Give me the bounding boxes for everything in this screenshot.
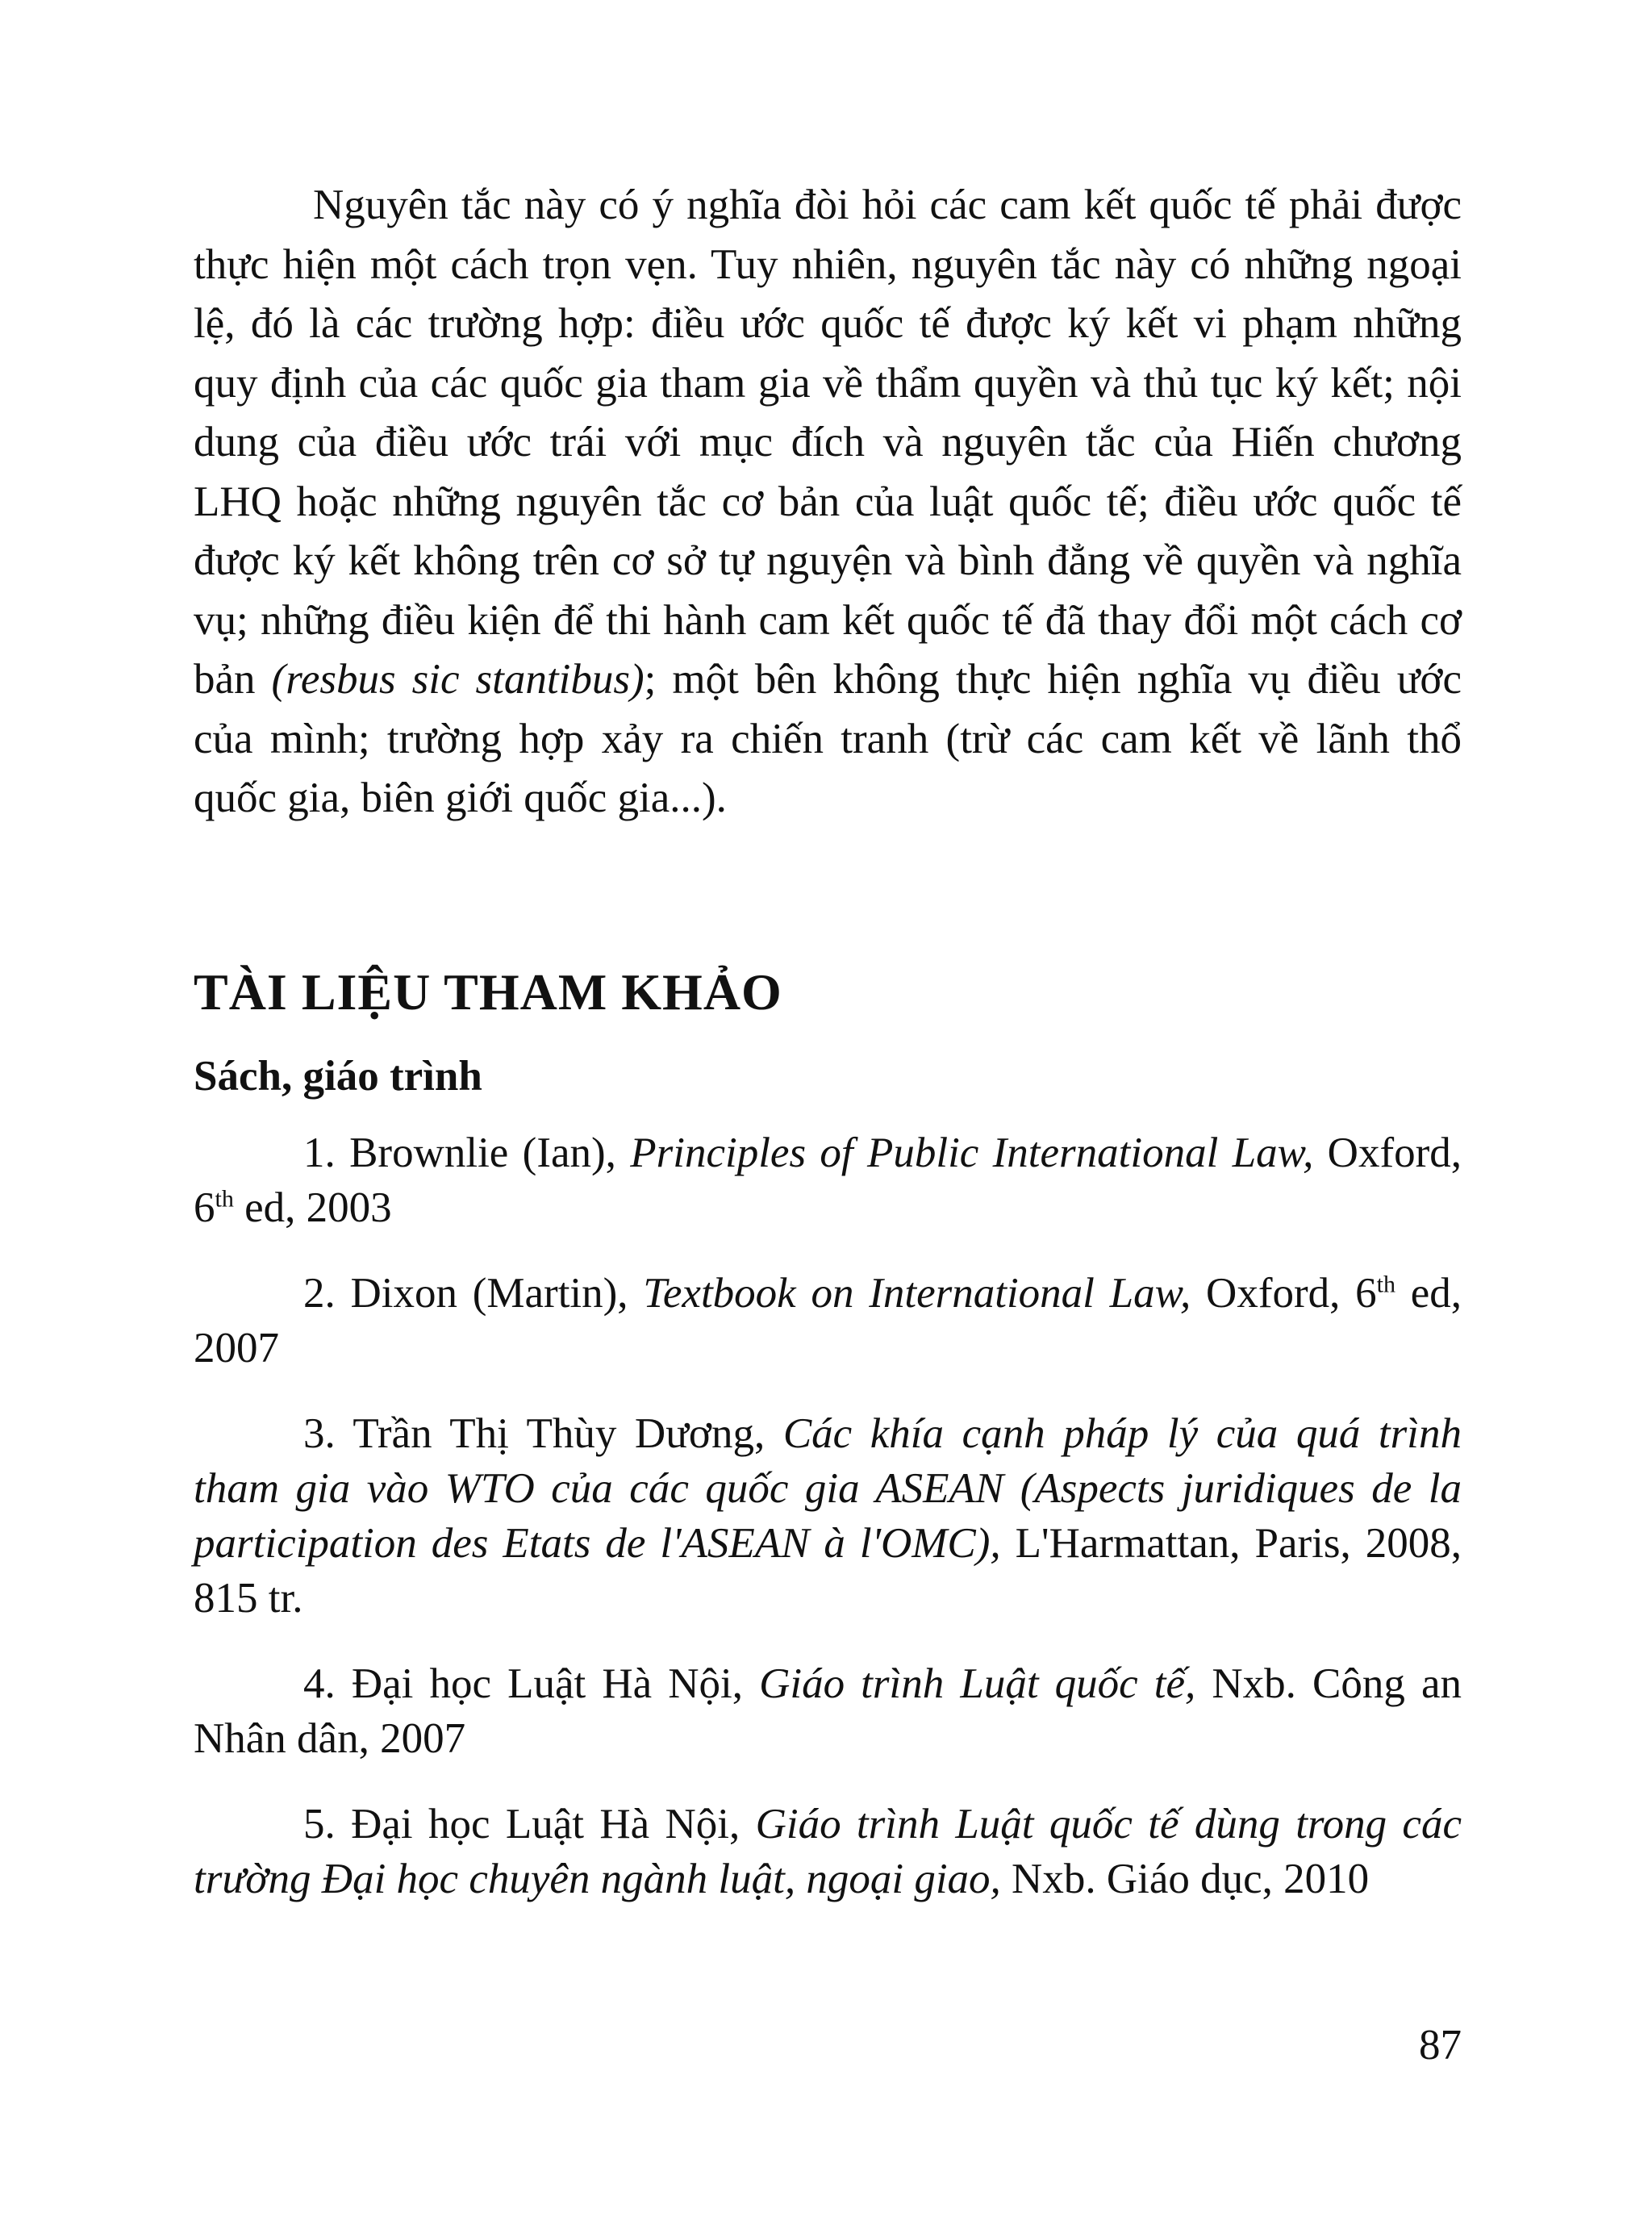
ref-title: Giáo trình Luật quốc tế dùng trong các trường Đại học chuyên ngành luật, ngoại giao, bbox=[194, 1801, 1462, 1902]
paragraph-text: Nguyên tắc này có ý nghĩa đòi hỏi các cam kết quốc tế phải được thực hiện một cách trọn vẹn. Tuy nhiên, nguyên tắc này có những ngoại lệ, đó là các trường hợp: điều ước quốc tế được ký kết vi phạm những quy định của các quốc gia tham gia về thẩm quyền và thủ tục ký kết; nội dung của điều ước trái với mục đích và nguyên tắc của Hiến chương LHQ hoặc những nguyên tắc cơ bản của luật quốc tế; điều ước quốc tế được ký kết không trên cơ sở tự nguyện và bình đẳng về quyền và nghĩa vụ; những điều kiện để thi hành cam kết quốc tế đã thay đổi một cách cơ bản bbox=[194, 182, 1462, 703]
ref-publisher: Oxford, 6 bbox=[194, 1129, 1462, 1231]
reference-item bbox=[194, 1125, 1462, 1235]
ref-publisher: L'Harmattan, Paris, 2008, 815 tr. bbox=[194, 1520, 1462, 1622]
references-heading: TÀI LIỆU THAM KHẢO bbox=[194, 963, 782, 1021]
ref-title: Giáo trình Luật quốc tế, bbox=[759, 1660, 1196, 1707]
reference-list bbox=[194, 1125, 1462, 1937]
ref-superscript: th bbox=[1376, 1271, 1395, 1298]
ref-edition: ed, 2003 bbox=[233, 1184, 392, 1231]
ref-superscript: th bbox=[215, 1185, 234, 1213]
ref-author: 5. Đại học Luật Hà Nội, bbox=[303, 1801, 756, 1848]
reference-item bbox=[194, 1406, 1462, 1626]
ref-title: Principles of Public International Law, bbox=[630, 1129, 1314, 1176]
ref-publisher: Oxford, 6 bbox=[1191, 1270, 1377, 1317]
reference-item bbox=[194, 1797, 1462, 1906]
reference-item bbox=[194, 1266, 1462, 1376]
ref-author: 4. Đại học Luật Hà Nội, bbox=[303, 1660, 760, 1707]
body-paragraph bbox=[194, 176, 1462, 829]
ref-author: 2. Dixon (Martin), bbox=[303, 1270, 644, 1317]
ref-title: Các khía cạnh pháp lý của quá trình tham gia vào WTO của các quốc gia ASEAN (Aspects juridiques de la participation des Etats de l'ASEAN à l'OMC), bbox=[194, 1410, 1462, 1567]
ref-publisher: Nxb. Giáo dục, 2010 bbox=[1000, 1856, 1370, 1902]
books-subheading: Sách, giáo trình bbox=[194, 1053, 482, 1100]
ref-edition: ed, 2007 bbox=[194, 1270, 1462, 1372]
ref-author: 3. Trần Thị Thùy Dương, bbox=[303, 1410, 783, 1457]
ref-author: 1. Brownlie (Ian), bbox=[303, 1129, 631, 1176]
reference-item bbox=[194, 1656, 1462, 1766]
ref-title: Textbook on International Law, bbox=[643, 1270, 1191, 1317]
latin-phrase: (resbus sic stantibus) bbox=[271, 656, 645, 703]
ref-publisher: Nxb. Công an Nhân dân, 2007 bbox=[194, 1660, 1462, 1762]
page-number: 87 bbox=[1419, 2022, 1462, 2069]
paragraph-text-end: ; một bên không thực hiện nghĩa vụ điều ước của mình; trường hợp xảy ra chiến tranh (trừ các cam kết về lãnh thổ quốc gia, biên giới quốc gia...). bbox=[194, 656, 1462, 821]
